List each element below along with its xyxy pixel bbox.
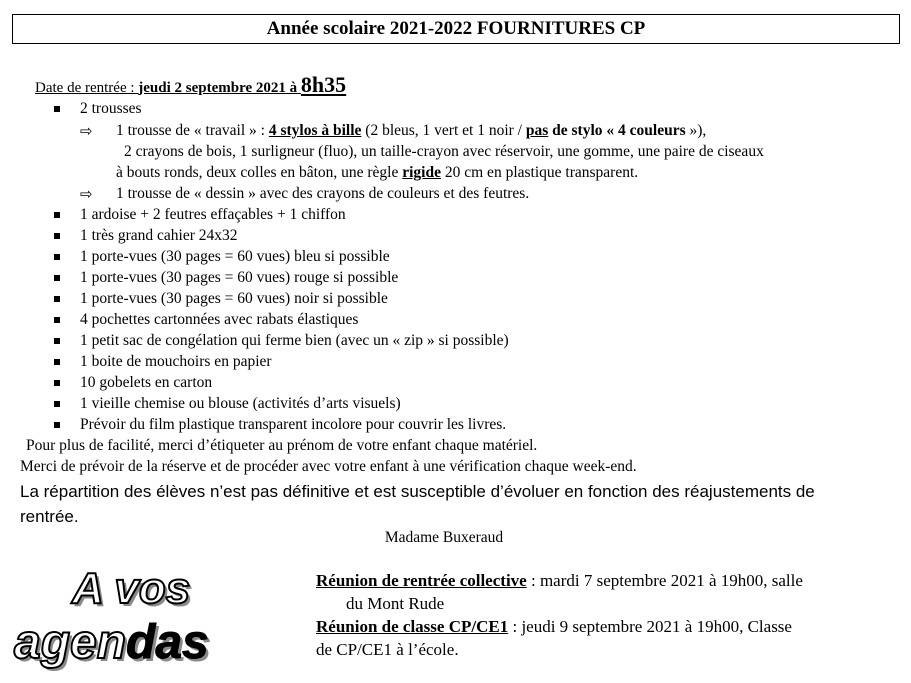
bullet-icon — [54, 338, 60, 344]
bullet-icon — [54, 317, 60, 323]
meeting-class-label: Réunion de classe CP/CE1 — [316, 617, 509, 636]
bullet-icon — [54, 380, 60, 386]
list-item: Prévoir du film plastique transparent incolore pour couvrir les livres. — [80, 416, 507, 433]
meeting-collective-place: du Mont Rude — [346, 594, 445, 613]
list-item: 1 porte-vues (30 pages = 60 vues) noir si possible — [80, 290, 388, 307]
agenda-wordart-line1: A vos — [72, 564, 191, 613]
note-distribution: La répartition des élèves n’est pas définitive et est susceptible d’évoluer en fonction des réajustements de — [20, 482, 815, 501]
sub-item-work-case: 1 trousse de « travail » : 4 stylos à bille (2 bleus, 1 vert et 1 noir / pas de stylo « 4 couleurs »), — [116, 122, 707, 139]
bullet-icon — [54, 212, 60, 218]
date-prefix: Date de rentrée : — [35, 80, 139, 96]
date-day: jeudi 2 septembre 2021 à — [138, 80, 301, 96]
sub-item-line: 2 crayons de bois, 1 surligneur (fluo), un taille-crayon avec réservoir, une gomme, une paire de ciseaux — [124, 143, 764, 160]
arrow-right-icon: ⇨ — [80, 122, 93, 140]
list-item: 1 porte-vues (30 pages = 60 vues) rouge si possible — [80, 269, 399, 286]
bullet-icon — [54, 275, 60, 281]
page-title: Année scolaire 2021-2022 FOURNITURES CP — [12, 14, 900, 44]
list-item: 1 vieille chemise ou blouse (activités d’arts visuels) — [80, 395, 401, 412]
start-date — [35, 72, 346, 98]
list-item: 10 gobelets en carton — [80, 374, 213, 391]
bullet-icon — [54, 422, 60, 428]
list-item: 1 porte-vues (30 pages = 60 vues) bleu si possible — [80, 248, 390, 265]
note-reserve: Merci de prévoir de la réserve et de procéder avec votre enfant à une vérification chaque week-end. — [20, 458, 637, 475]
bullet-icon — [54, 254, 60, 260]
list-item: 1 ardoise + 2 feutres effaçables + 1 chiffon — [80, 206, 346, 223]
list-item: 1 boite de mouchoirs en papier — [80, 353, 272, 370]
note-labels: Pour plus de facilité, merci d’étiqueter au prénom de votre enfant chaque matériel. — [26, 437, 538, 454]
bullet-icon — [54, 296, 60, 302]
signature: Madame Buxeraud — [384, 529, 504, 546]
list-item: 2 trousses — [80, 100, 142, 117]
list-item: 1 très grand cahier 24x32 — [80, 227, 238, 244]
list-item: 1 petit sac de congélation qui ferme bien (avec un « zip » si possible) — [80, 332, 509, 349]
note-distribution-end: rentrée. — [20, 507, 79, 526]
sub-item-line: à bouts ronds, deux colles en bâton, une règle rigide 20 cm en plastique transparent. — [116, 164, 639, 181]
bullet-icon — [54, 233, 60, 239]
meeting-collective: Réunion de rentrée collective : mardi 7 septembre 2021 à 19h00, salle — [316, 571, 803, 590]
bullet-icon — [54, 359, 60, 365]
meeting-class: Réunion de classe CP/CE1 : jeudi 9 septembre 2021 à 19h00, Classe — [316, 617, 792, 636]
arrow-right-icon: ⇨ — [80, 185, 93, 203]
list-item: 4 pochettes cartonnées avec rabats élastiques — [80, 311, 359, 328]
agenda-wordart-line2: agendas — [14, 616, 209, 669]
bullet-icon — [54, 401, 60, 407]
bullet-icon — [54, 106, 60, 112]
date-time: 8h35 — [300, 72, 347, 97]
meeting-class-place: de CP/CE1 à l’école. — [316, 640, 459, 659]
sub-item-drawing-case: 1 trousse de « dessin » avec des crayons de couleurs et des feutres. — [116, 185, 530, 202]
meeting-collective-label: Réunion de rentrée collective — [316, 571, 527, 590]
